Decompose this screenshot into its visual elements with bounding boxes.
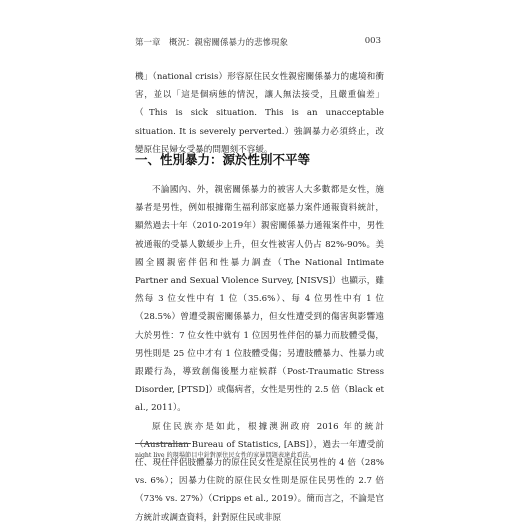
body-text-main: [135, 181, 384, 527]
footnote-divider: [135, 443, 191, 444]
paragraph-indigenous: 原住民族亦是如此，根據澳洲政府 2016 年的統計（Australian Bureau of Statistics, [ABS]），過去一年遭受前任、現任伴侶肢體暴力的原住民女性是原住民男性的 4 倍（28% vs. 6%）；因暴力住院的原住民女性則是原住民男性的 2.7 倍（73% vs. 27%）（Cripps et al., 2019）。簡而言之，不論是官方統計或調查資料，針對原住民或非原: [135, 421, 384, 523]
body-text-top: [135, 68, 384, 159]
section-heading: 一、性別暴力：源於性別不平等: [135, 152, 311, 167]
paragraph-gender-violence: 不論國內、外，親密關係暴力的被害人大多數都是女性，施暴者是男性，例如根據衛生福利部家庭暴力案件通報資料統計，顯然過去十年（2010-2019年）親密關係暴力通報案件中，男性被通報的受暴人數緩步上升，但女性被害人仍占 82%-90%。美國全國親密伴侶和性暴力調查（The National Intimate Partner and Sexual Violence Survey, [NISVS]）也顯示，雖然每 3 位女性中有 1 位（35.6%）、每 4 位男性中有 1 位（28.5%）曾遭受親密關係暴力，但女性遭受到的傷害與影響遠大於男性：7 位女性中就有 1 位因男性伴侶的暴力而肢體受傷，男性則是 25 位中才有 1 位肢體受傷；另遭肢體暴力、性暴力或跟蹤行為，導致創傷後壓力症候群（Post-Traumatic Stress Disorder, [PTSD]）或傷病者，女性是男性的 2.5 倍（Black et al., 2011）。: [135, 185, 384, 414]
page-number: 003: [364, 36, 381, 46]
running-header: [135, 36, 381, 48]
chapter-title: 第一章 概況：親密關係暴力的悲慘現象: [135, 38, 289, 48]
paragraph-continuation: 機」（national crisis）形容原住民女性親密關係暴力的處境和衝害，並以「這是個病態的情況，讓人無法接受，且嚴重偏差」（This is sick situation. This is an unacceptable situation. It is severely perverted.）強調暴力必須終止，改變原住民婦女受暴的問題刻不容緩。: [135, 72, 384, 155]
footnote: night live 的現場節目中針對原住民女性的家暴問題表達此看法。: [135, 452, 315, 459]
